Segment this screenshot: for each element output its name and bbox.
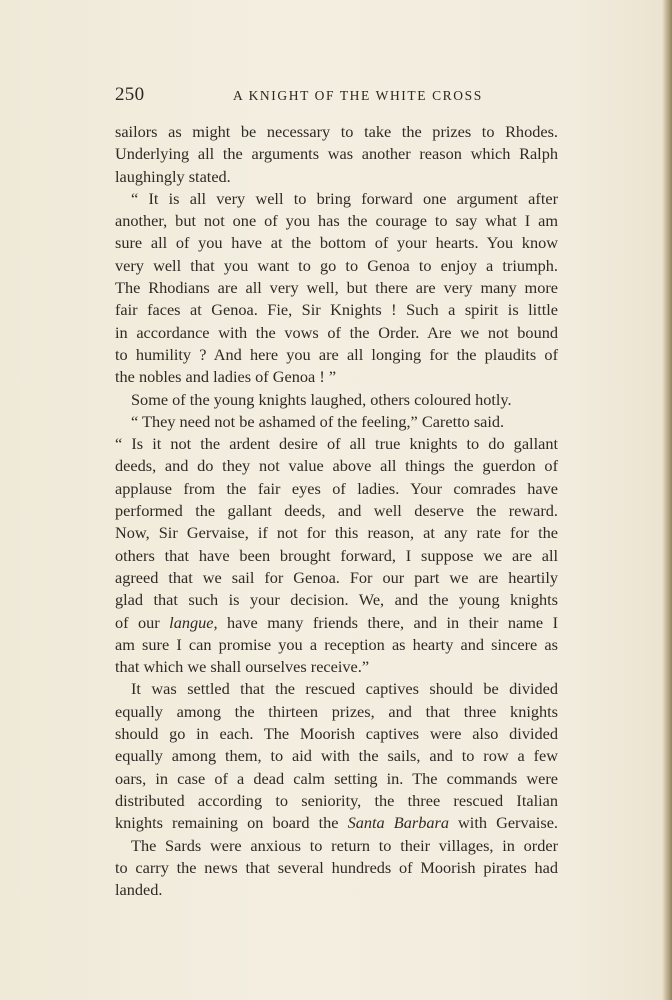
text-run: to carry the news that several hundreds of Moorish pirates had	[115, 857, 558, 877]
text-line	[115, 656, 558, 678]
text-run: It was settled that the rescued captives should be divided	[131, 679, 558, 699]
text-run: Some of the young knights laughed, others coloured hotly.	[131, 389, 512, 409]
text-line	[115, 701, 558, 723]
text-run: have many friends there, and in their name I	[217, 612, 559, 632]
text-line	[115, 166, 558, 188]
text-line	[115, 455, 558, 477]
text-run: the nobles and ladies of Genoa ! ”	[115, 367, 337, 387]
text-line	[115, 522, 558, 544]
text-run: in accordance with the vows of the Order. Are we not bound	[115, 322, 558, 342]
text-run: very well that you want to go to Genoa to enjoy a triumph.	[115, 255, 558, 275]
text-run: equally among the thirteen prizes, and that three knights	[115, 701, 558, 721]
text-run: distributed according to seniority, the three rescued Italian	[115, 790, 558, 810]
text-run: The Sards were anxious to return to their villages, in order	[131, 835, 558, 855]
text-run: “ It is all very well to bring forward one argument after	[131, 188, 558, 208]
text-run: oars, in case of a dead calm setting in. The commands were	[115, 768, 558, 788]
text-line	[115, 835, 558, 857]
text-run: performed the gallant deeds, and well deserve the reward.	[115, 501, 558, 521]
text-line	[115, 612, 558, 634]
text-line	[115, 322, 558, 344]
text-run: applause from the fair eyes of ladies. Your comrades have	[115, 478, 558, 498]
text-run: with Gervaise.	[448, 813, 559, 833]
text-line	[115, 299, 558, 321]
italic-text: langue,	[169, 612, 218, 632]
text-run: that which we shall ourselves receive.”	[115, 657, 370, 677]
text-run: glad that such is your decision. We, and the young knights	[115, 590, 558, 610]
text-run: Now, Sir Gervaise, if not for this reason, at any rate for the	[115, 523, 558, 543]
text-run: The Rhodians are all very well, but there are very many more	[115, 278, 558, 298]
text-line	[115, 210, 558, 232]
text-line	[115, 188, 558, 210]
italic-text: Santa Barbara	[347, 813, 449, 833]
text-line	[115, 366, 558, 388]
text-run: “ They need not be ashamed of the feeling,” Caretto said.	[131, 411, 505, 431]
text-run: deeds, and do they not value above all things the guerdon of	[115, 456, 558, 476]
text-line	[115, 500, 558, 522]
text-line	[115, 812, 558, 834]
text-run: equally among them, to aid with the sails, and to row a few	[115, 746, 558, 766]
text-line	[115, 232, 558, 254]
text-line	[115, 545, 558, 567]
text-line	[115, 567, 558, 589]
text-run: “ Is it not the ardent desire of all true knights to do gallant	[115, 434, 558, 454]
text-line	[115, 344, 558, 366]
text-line	[115, 411, 558, 433]
page-number: 250	[115, 84, 145, 105]
page-header	[115, 84, 560, 110]
text-run: others that have been brought forward, I suppose we are all	[115, 545, 558, 565]
text-run: landed.	[115, 880, 163, 900]
text-run: sailors as might be necessary to take the prizes to Rhodes.	[115, 122, 558, 141]
text-run: agreed that we sail for Genoa. For our part we are heartily	[115, 567, 558, 587]
text-run: should go in each. The Moorish captives were also divided	[115, 724, 558, 744]
text-line	[115, 745, 558, 767]
text-line	[115, 478, 558, 500]
page-edge	[662, 0, 672, 1000]
text-run: am sure I can promise you a reception as hearty and sincere as	[115, 634, 558, 654]
text-run: another, but not one of you has the courage to say what I am	[115, 211, 558, 231]
text-run: Underlying all the arguments was another reason which Ralph	[115, 144, 558, 164]
text-line	[115, 723, 558, 745]
text-line	[115, 121, 558, 143]
text-run: fair faces at Genoa. Fie, Sir Knights ! Such a spirit is little	[115, 300, 558, 320]
text-run: sure all of you have at the bottom of your hearts. You know	[115, 233, 558, 253]
text-line	[115, 678, 558, 700]
body-text	[115, 121, 558, 901]
text-line	[115, 768, 558, 790]
text-run: laughingly stated.	[115, 166, 231, 186]
text-line	[115, 389, 558, 411]
text-line	[115, 879, 558, 901]
text-line	[115, 143, 558, 165]
text-run: to humility ? And here you are all longing for the plaudits of	[115, 344, 558, 364]
text-line	[115, 277, 558, 299]
text-run: knights remaining on board the	[115, 813, 348, 833]
text-line	[115, 790, 558, 812]
text-line	[115, 589, 558, 611]
text-line	[115, 634, 558, 656]
running-title: A KNIGHT OF THE WHITE CROSS	[233, 88, 483, 103]
text-line	[115, 255, 558, 277]
text-run: of our	[115, 612, 170, 632]
text-line	[115, 433, 558, 455]
text-line	[115, 857, 558, 879]
